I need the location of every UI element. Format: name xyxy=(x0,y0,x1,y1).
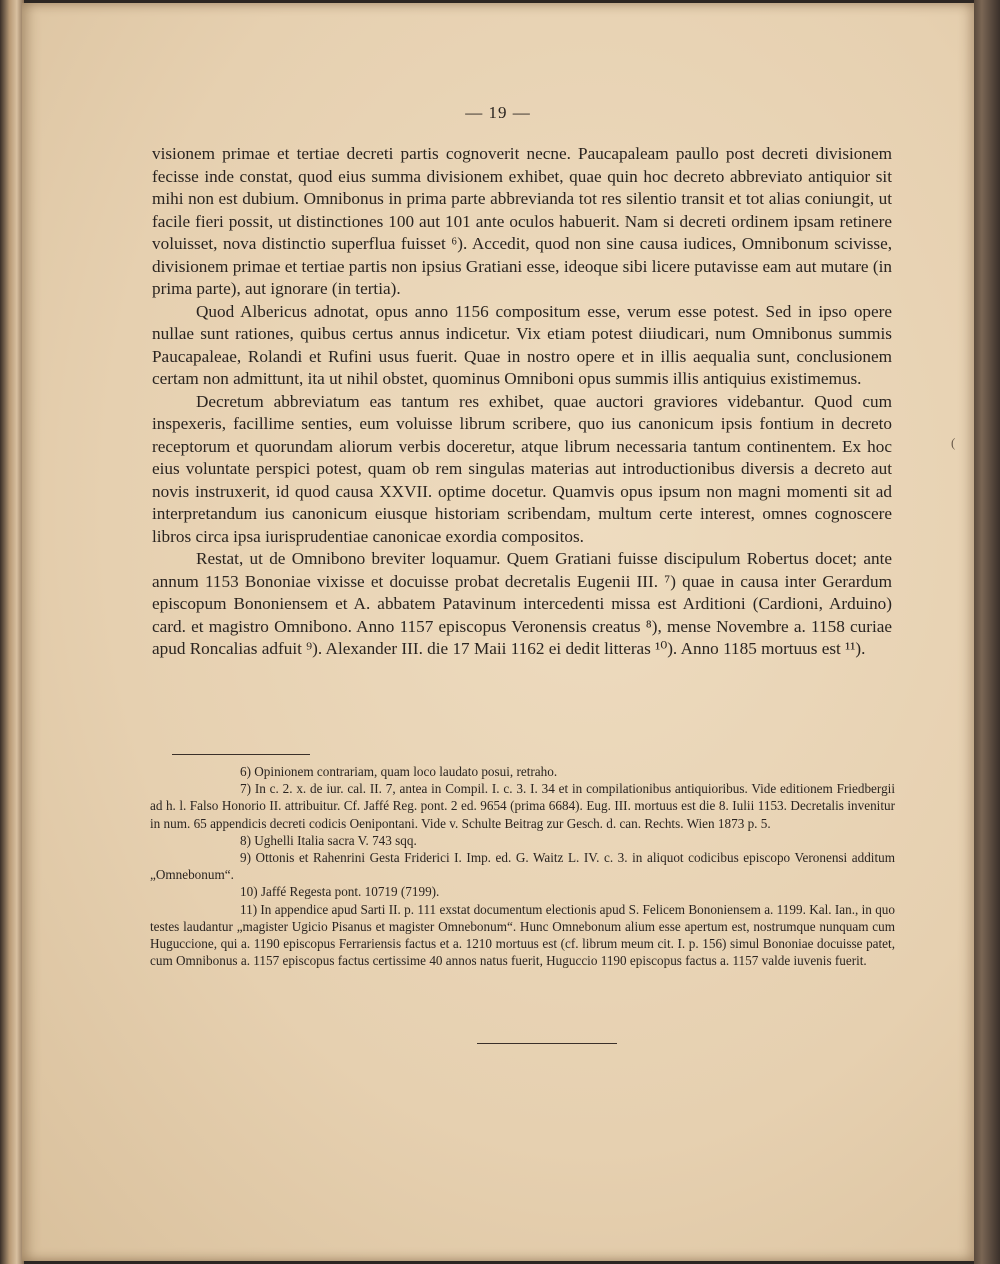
main-text xyxy=(152,143,892,661)
paragraph: Decretum abbreviatum eas tantum res exhibet, quae auctori graviores videbantur. Quod cum inspexeris, facillime senties, eum voluisse librum scribere, quo ius canonicum ipsis fontium in decreto receptorum et quorundam aliorum verbis doceretur, atque librum necessaria tantum continentem. Ex hoc eius voluntate perspici potest, quam ob rem singulas materias aut introductionibus diversis a decreto aut novis instruxerit, id quod causa XXVII. optime docetur. Quamvis opus ipsum non magni momenti sit ad interpretandum ius canonicum eiusque historiam scribendam, multum certe interest, omnes cognoscere libros circa ipsa iurisprudentiae canonicae exordia compositos. xyxy=(152,391,892,546)
page-edge xyxy=(974,0,1000,1264)
page-number: — 19 — xyxy=(465,103,531,122)
footnote: 11) In appendice apud Sarti II. p. 111 exstat documentum electionis apud S. Felicem Bononiensem a. 1199. Kal. Ian., in quo testes laudantur „magister Ugicio Pisanus et magister Omnebonum“. Hunc Omnebonum alium esse apertum est, nostrumque nunquam cum Huguccione, qui a. 1190 episcopus Ferrariensis factus et a. 1210 mortuus est (cf. librum meum cit. I. p. 156) simul Bononiae docuisse patet, cum Omnibonus a. 1157 episcopus factus certissime 40 annos natus fuerit, Huguccio 1190 episcopus factus a. 1157 valde iuvenis fuerit. xyxy=(150,901,895,969)
end-rule xyxy=(477,1043,617,1044)
footnote: 6) Opinionem contrariam, quam loco laudato posui, retraho. xyxy=(240,764,558,779)
paragraph: Restat, ut de Omnibono breviter loquamur. Quem Gratiani fuisse discipulum Robertus docet; ante annum 1153 Bononiae vixisse et docuisse probat decretalis Eugenii III. ⁷) quae in causa inter Gerardum episcopum Bononiensem et A. abbatem Patavinum intercedenti missa est Arditioni (Cardioni, Arduino) card. et magistro Omnibono. Anno 1157 episcopus Veronensis creatus ⁸), mense Novembre a. 1158 curiae apud Roncalias adfuit ⁹). Alexander III. die 17 Maii 1162 ei dedit litteras ¹⁰). Anno 1185 mortuus est ¹¹). xyxy=(152,549,892,658)
footnote: 9) Ottonis et Rahenrini Gesta Friderici I. Imp. ed. G. Waitz L. IV. c. 3. in aliquot codicibus episcopo Veronensi additum „Omnebonum“. xyxy=(150,850,895,883)
footnote: 7) In c. 2. x. de iur. cal. II. 7, antea in Compil. I. c. 3. I. 34 et in compilationibus antiquioribus. Vide editionem Friedbergii ad h. l. Falso Honorio II. attribuitur. Cf. Jaffé Reg. pont. 2 ed. 9654 (prima 6684). Eug. III. mortuus est die 8. Iulii 1153. Decretalis invenitur in num. 65 appendicis decreti codicis Oenipontani. Vide v. Schulte Beitrag zur Gesch. d. can. Rechts. Wien 1873 p. 5. xyxy=(150,781,895,831)
paragraph: Quod Albericus adnotat, opus anno 1156 compositum esse, verum esse potest. Sed in ipso opere nullae sunt rationes, quibus certus annus indicetur. Vix etiam potest diiudicari, num Omnibonus summis Paucapaleae, Rolandi et Rufini usus fuerit. Quae in nostro opere et in illis aequalia sunt, conclusionem certam non admittunt, ita ut nihil obstet, quominus Omniboni opus summis illis antiquius existimemus. xyxy=(152,301,892,388)
footnote-rule xyxy=(172,754,310,755)
margin-mark: ( xyxy=(951,435,956,450)
book-spine xyxy=(0,0,24,1264)
footnote: 10) Jaffé Regesta pont. 10719 (7199). xyxy=(240,884,440,900)
paragraph: visionem primae et tertiae decreti partis cognoverit necne. Paucapaleam paullo post decreti divisionem fecisse inde constat, quod eius summa divisionem exhibet, quae quin hoc decreto abbreviato antiquior sit mihi non est dubium. Omnibonus in prima parte abbrevianda tot res silentio transit et tot alias coniungit, ut facile fieri possit, ut distinctiones 100 aut 101 ante oculos habuerit. Nam si decreti ordinem ipsam retinere voluisset, nova distinctio superflua fuisset ⁶). Accedit, quod non sine causa iudices, Omnibonum scivisse, divisionem primae et tertiae partis non ipsius Gratiani esse, ideoque sibi licere putavisse eam aut mutare (in prima parte), aut ignorare (in tertia). xyxy=(152,144,892,298)
footnote: 8) Ughelli Italia sacra V. 743 sqq. xyxy=(240,832,417,848)
footnotes xyxy=(150,763,895,969)
book-page xyxy=(22,3,974,1261)
